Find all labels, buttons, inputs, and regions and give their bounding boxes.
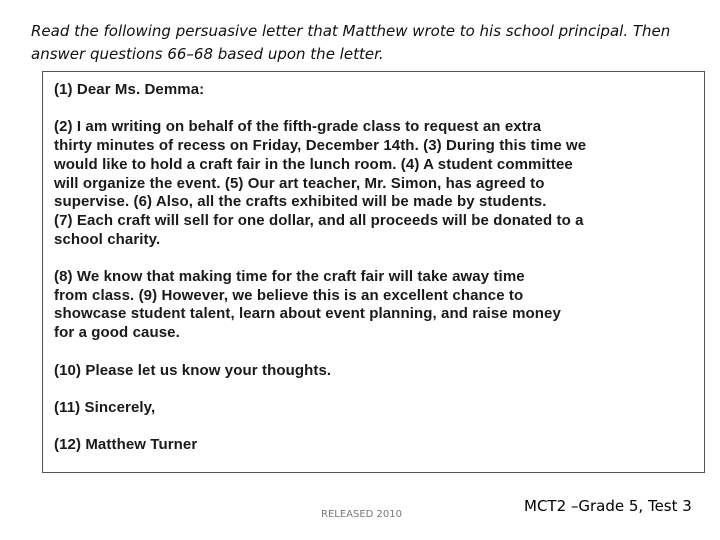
letter-line: (2) I am writing on behalf of the fifth-grade class to request an extra — [54, 118, 542, 136]
letter-paragraph-2 — [54, 268, 694, 343]
letter-line: would like to hold a craft fair in the lunch room. (4) A student committee — [54, 155, 573, 173]
instructions-line-2: answer questions 66–68 based upon the letter. — [31, 45, 384, 63]
letter-closing — [54, 399, 694, 418]
letter-line: for a good cause. — [54, 324, 180, 342]
letter-line: showcase student talent, learn about event planning, and raise money — [54, 305, 561, 323]
letter-salutation — [54, 81, 694, 100]
instructions-text — [31, 20, 701, 66]
letter-line: (10) Please let us know your thoughts. — [54, 361, 332, 379]
letter-line: (11) Sincerely, — [54, 398, 156, 416]
letter-line: supervise. (6) Also, all the crafts exhibited will be made by students. — [54, 193, 547, 211]
letter-box — [42, 71, 705, 473]
letter-line: (12) Matthew Turner — [54, 436, 198, 454]
letter-line: (1) Dear Ms. Demma: — [54, 81, 205, 98]
letter-line: from class. (9) However, we believe this is an excellent chance to — [54, 286, 524, 304]
letter-request — [54, 362, 694, 381]
test-label: MCT2 –Grade 5, Test 3 — [524, 497, 692, 515]
letter-paragraph-1 — [54, 118, 694, 249]
instructions-line-1: Read the following persuasive letter that Matthew wrote to his school principal. Then — [31, 22, 671, 40]
letter-line: will organize the event. (5) Our art teacher, Mr. Simon, has agreed to — [54, 174, 545, 192]
letter-body — [54, 81, 694, 455]
letter-line: school charity. — [54, 230, 161, 248]
letter-line: thirty minutes of recess on Friday, December 14th. (3) During this time we — [54, 137, 587, 155]
letter-signature — [54, 436, 694, 455]
letter-line: (7) Each craft will sell for one dollar, and all proceeds will be donated to a — [54, 211, 584, 229]
release-note: RELEASED 2010 — [321, 509, 402, 520]
letter-line: (8) We know that making time for the craft fair will take away time — [54, 268, 525, 285]
